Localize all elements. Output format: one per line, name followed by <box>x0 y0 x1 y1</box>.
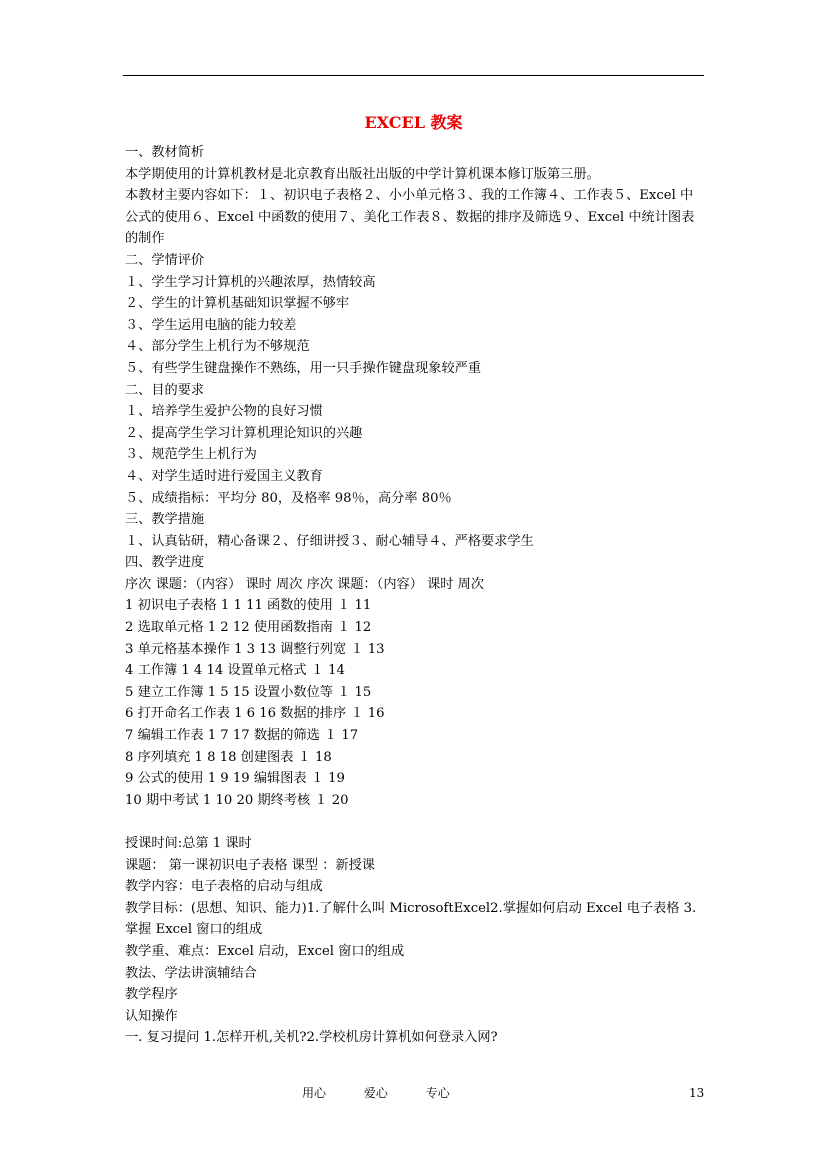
section-heading: 二、学情评价 <box>125 252 205 268</box>
list-item: ２、学生的计算机基础知识掌握不够牢 <box>125 296 350 312</box>
schedule-row: 4 工作簿 1 4 14 设置单元格式 １ 14 <box>125 663 345 679</box>
schedule-row: 3 单元格基本操作 1 3 13 调整行列宽 １ 13 <box>125 641 385 657</box>
document-title: EXCEL 教案 <box>364 113 463 132</box>
lesson-info-line: 教学程序 <box>125 987 178 1003</box>
page-number: 13 <box>689 1086 705 1100</box>
schedule-row: 9 公式的使用 1 9 19 编辑图表 １ 19 <box>125 771 345 787</box>
list-item: １、学生学习计算机的兴趣浓厚，热情较高 <box>125 274 376 290</box>
paragraph-line: 本学期使用的计算机教材是北京教育出版社出版的中学计算机课本修订版第三册。 <box>125 166 600 182</box>
schedule-header: 序次 课题：（内容） 课时 周次 序次 课题：（内容） 课时 周次 <box>125 576 485 592</box>
footer-motto-word: 专心 <box>425 1086 450 1100</box>
section-heading: 二、目的要求 <box>125 382 205 398</box>
schedule-row: 5 建立工作簿 1 5 15 设置小数位等 １ 15 <box>125 684 372 700</box>
lesson-info-line: 认知操作 <box>125 1008 178 1024</box>
schedule-row: 2 选取单元格 1 2 12 使用函数指南 １ 12 <box>125 620 372 636</box>
list-item: ２、提高学生学习计算机理论知识的兴趣 <box>125 425 363 441</box>
schedule-row: 8 序列填充 1 8 18 创建图表 １ 18 <box>125 749 332 765</box>
header-rule <box>123 75 704 76</box>
footer-motto <box>302 1085 484 1101</box>
lesson-info-line: 教法、学法讲演辅结合 <box>125 965 257 981</box>
schedule-row: 6 打开命名工作表 1 6 16 数据的排序 １ 16 <box>125 706 385 722</box>
footer-motto-word: 用心 <box>302 1086 327 1100</box>
schedule-row: 1 初识电子表格 1 1 11 函数的使用 １ 11 <box>125 598 372 614</box>
lesson-info-line: 教学内容：电子表格的启动与组成 <box>125 879 323 895</box>
footer-motto-word: 爱心 <box>363 1086 388 1100</box>
lesson-info-line: 一. 复习提问 1.怎样开机,关机?2.学校机房计算机如何登录入网? <box>125 1030 498 1046</box>
document-body <box>125 142 705 1049</box>
schedule-row: 7 编辑工作表 1 7 17 数据的筛选 １ 17 <box>125 728 359 744</box>
lesson-info-line: 教学目标：(思想、知识、能力)1.了解什么叫 MicrosoftExcel2.掌握如何启动 Excel 电子表格 3.掌握 Excel 窗口的组成 <box>125 900 697 938</box>
list-item: ４、对学生适时进行爱国主义教育 <box>125 468 323 484</box>
lesson-info-line: 教学重、难点：Excel 启动，Excel 窗口的组成 <box>125 943 405 959</box>
list-item: ４、部分学生上机行为不够规范 <box>125 339 310 355</box>
list-item: ５、成绩指标：平均分 80，及格率 98％，高分率 80％ <box>125 490 452 506</box>
list-item: １、认真钻研，精心备课２、仔细讲授３、耐心辅导４、严格要求学生 <box>125 533 534 549</box>
paragraph-line: 本教材主要内容如下：１、初识电子表格２、小小单元格３、我的工作簿４、工作表５、Excel 中公式的使用６、Excel 中函数的使用７、美化工作表８、数据的排序及筛选９、Excel 中统计图表的制作 <box>125 188 695 247</box>
blank-line <box>125 811 705 833</box>
section-heading: 四、教学进度 <box>125 555 205 571</box>
section-heading: 一、教材简析 <box>125 145 205 160</box>
lesson-info-line: 课题： 第一课初识电子表格 课型 ：新授课 <box>125 857 375 873</box>
page-footer <box>0 1085 827 1101</box>
list-item: １、培养学生爱护公物的良好习惯 <box>125 404 323 420</box>
list-item: ３、规范学生上机行为 <box>125 447 257 463</box>
section-heading: 三、教学措施 <box>125 512 205 528</box>
list-item: ５、有些学生键盘操作不熟练，用一只手操作键盘现象较严重 <box>125 360 482 376</box>
schedule-row: 10 期中考试 1 10 20 期终考核 １ 20 <box>125 792 349 808</box>
lesson-info-line: 授课时间:总第 1 课时 <box>125 836 252 851</box>
list-item: ３、学生运用电脑的能力较差 <box>125 317 297 333</box>
